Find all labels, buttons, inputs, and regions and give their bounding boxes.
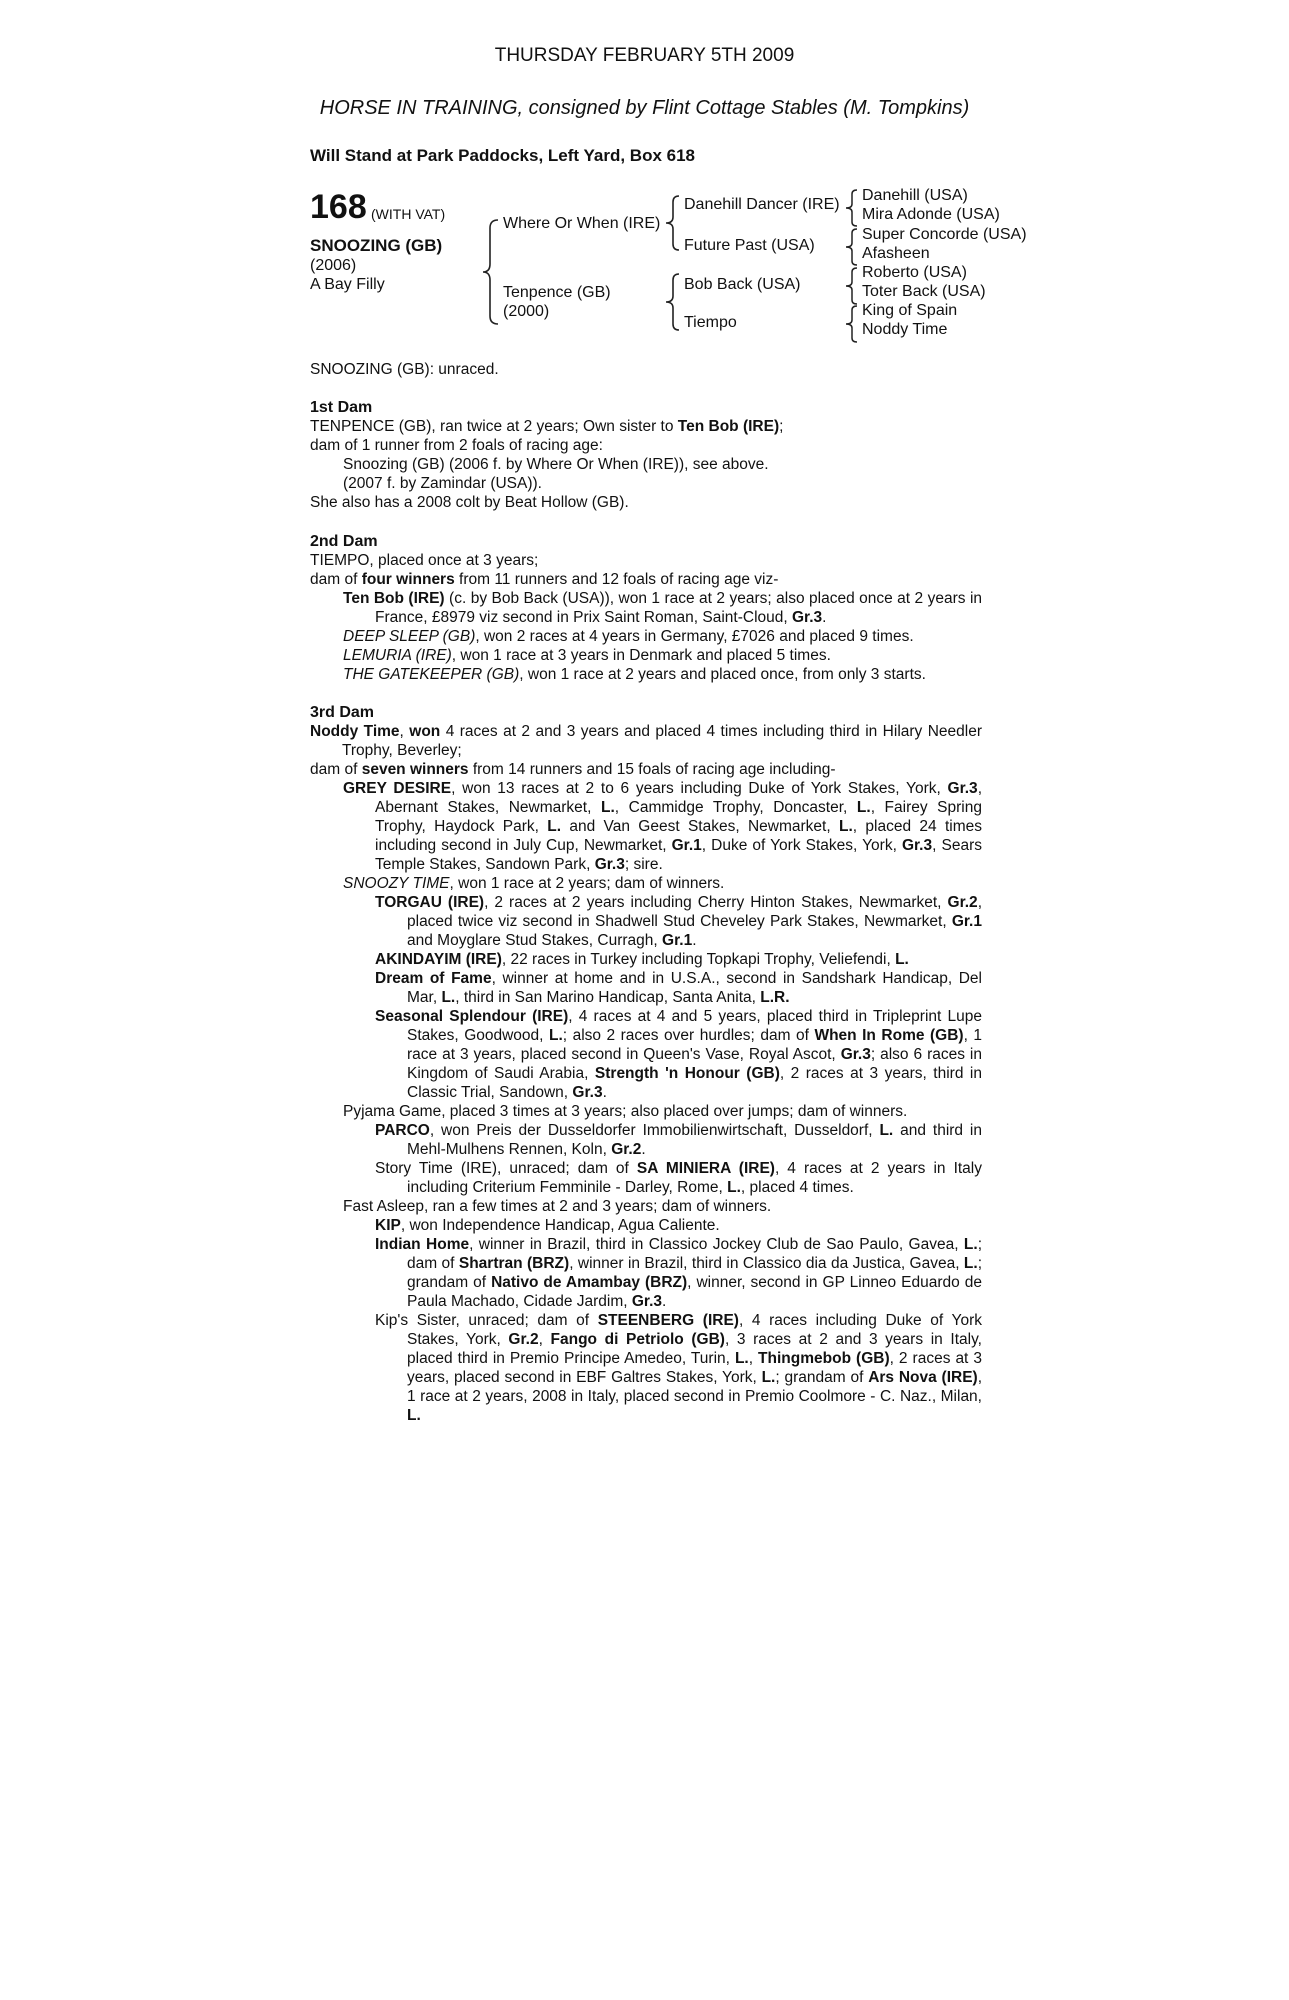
text: ; also 6 races in Kingdom of Saudi Arabia, <box>407 1046 982 1082</box>
second-dam-heading: 2nd Dam <box>310 533 378 550</box>
produce-entry <box>310 874 982 893</box>
text: , Duke of York Stakes, York, <box>701 837 902 854</box>
produce-entry <box>310 950 982 969</box>
horse-year: (2006) <box>310 257 357 274</box>
horse-name: LEMURIA (IRE) <box>343 647 452 664</box>
text: , won 13 races at 2 to 6 years including Duke of York Stakes, York, <box>451 780 948 797</box>
text: , 2 races at 3 years, placed second in EBF Galtres Stakes, York, <box>407 1350 982 1386</box>
pedigree-gen3-2: Mira Adonde (USA) <box>862 206 1000 223</box>
text: . <box>602 1084 607 1101</box>
text: , third in San Marino Handicap, Santa Anita, <box>455 989 761 1006</box>
text: and Van Geest Stakes, Newmarket, <box>561 818 839 835</box>
text: . <box>641 1141 646 1158</box>
pedigree-dam: Tenpence (GB) <box>503 284 611 301</box>
pedigree-sire: Where Or When (IRE) <box>503 215 661 232</box>
horse-name: GREY DESIRE <box>343 780 452 797</box>
text: ; grandam of <box>407 1255 982 1291</box>
consignment-line: HORSE IN TRAINING, consigned by Flint Cottage Stables (M. Tompkins) <box>319 97 970 119</box>
produce-entry <box>310 1121 982 1159</box>
first-dam-produce: Snoozing (GB) (2006 f. by Where Or When (IRE)), see above. <box>343 456 769 473</box>
text: and Moyglare Stud Stakes, Curragh, <box>407 932 663 949</box>
text: . <box>692 932 697 949</box>
grade: Gr.3 <box>631 1293 663 1310</box>
text: , Cammidge Trophy, Doncaster, <box>614 799 857 816</box>
horse-name: TORGAU (IRE) <box>375 894 485 911</box>
horse-name: KIP <box>375 1217 401 1234</box>
text: , won 1 race at 2 years and placed once, from only 3 starts. <box>519 666 926 683</box>
text: , 4 races at 2 years in Italy including Criterium Femminile - Darley, Rome, <box>407 1160 982 1196</box>
grade: L. <box>963 1255 978 1272</box>
grade: L. <box>963 1236 978 1253</box>
pedigree-brace <box>843 227 861 267</box>
text: , placed twice viz second in Shadwell Stud Cheveley Park Stakes, Newmarket, <box>407 894 982 930</box>
horse-name: Ten Bob (IRE) <box>343 590 445 607</box>
pedigree-dam-sire: Bob Back (USA) <box>684 276 801 293</box>
winners-count: four winners <box>361 571 455 588</box>
text: , placed 24 times including second in July Cup, Newmarket, <box>375 818 982 854</box>
third-dam-line <box>310 760 982 779</box>
third-dam-section <box>310 703 982 1425</box>
produce-entry: Fast Asleep, ran a few times at 2 and 3 years; dam of winners. <box>343 1198 772 1215</box>
horse-name: Seasonal Splendour (IRE) <box>375 1008 569 1025</box>
grade: Gr.1 <box>951 913 982 930</box>
text: , placed 4 times. <box>740 1179 854 1196</box>
grade: L. <box>734 1350 749 1367</box>
text: , 4 races including Duke of York Stakes, York, <box>407 1312 982 1348</box>
grade: L. <box>879 1122 894 1139</box>
text: , 1 race at 2 years, 2008 in Italy, placed second in Premio Coolmore - C. Naz., Milan, <box>407 1369 983 1405</box>
text: won <box>409 723 441 740</box>
first-dam-line: She also has a 2008 colt by Beat Hollow (GB). <box>310 494 629 511</box>
pedigree-gen3-1: Danehill (USA) <box>862 187 968 204</box>
produce-entry <box>310 1311 982 1425</box>
text: , winner in Brazil, third in Classico Jockey Club de Sao Paulo, Gavea, <box>469 1236 964 1253</box>
text: , won 1 race at 2 years; dam of winners. <box>449 875 725 892</box>
pedigree-dam-dam: Tiempo <box>684 314 737 331</box>
text: TENPENCE (GB), ran twice at 2 years; Own sister to <box>310 418 678 435</box>
horse-name: Shartran (BRZ) <box>458 1255 570 1272</box>
text: ; also 2 races over hurdles; dam of <box>562 1027 815 1044</box>
text: , winner at home and in U.S.A., second in Sandshark Handicap, Del Mar, <box>407 970 982 1006</box>
first-dam-line <box>310 417 982 436</box>
grade: L. <box>548 1027 563 1044</box>
text: , 2 races at 2 years including Cherry Hinton Stakes, Newmarket, <box>484 894 948 911</box>
pedigree-gen3-4: Afasheen <box>862 245 930 262</box>
horse-name: Noddy Time <box>310 723 400 740</box>
text: (c. by Bob Back (USA)), won 1 race at 2 years; also placed once at 2 years in France, £8979 viz second in Prix Saint Roman, Saint-Cloud, <box>375 590 983 626</box>
text: , 1 race at 3 years, placed second in Queen's Vase, Royal Ascot, <box>407 1027 982 1063</box>
second-dam-line: TIEMPO, placed once at 3 years; <box>310 552 539 569</box>
pedigree-brace <box>843 266 861 306</box>
grade: L. <box>838 818 853 835</box>
pedigree-gen3-7: King of Spain <box>862 302 958 319</box>
text: , Fairey Spring Trophy, Haydock Park, <box>375 799 982 835</box>
horse-name: SNOOZY TIME <box>343 875 450 892</box>
pedigree-brace <box>843 304 861 344</box>
produce-entry <box>310 627 982 646</box>
horse-name: Strength 'n Honour (GB) <box>594 1065 780 1082</box>
winners-count: seven winners <box>361 761 469 778</box>
second-dam-line <box>310 570 982 589</box>
horse-name: SA MINIERA (IRE) <box>636 1160 775 1177</box>
grade: L. <box>727 1179 741 1196</box>
grade: L. <box>407 1407 421 1424</box>
pedigree-brace <box>843 188 861 228</box>
horse-name: Thingmebob (GB) <box>758 1350 890 1367</box>
pedigree-gen3-6: Toter Back (USA) <box>862 283 986 300</box>
produce-entry <box>310 1235 982 1311</box>
pedigree-brace <box>480 218 502 326</box>
produce-entry <box>310 665 982 684</box>
grade: Gr.2 <box>611 1141 642 1158</box>
stand-location: Will Stand at Park Paddocks, Left Yard, Box 618 <box>310 146 695 165</box>
horse-name: THE GATEKEEPER (GB) <box>343 666 520 683</box>
produce-entry <box>310 1216 982 1235</box>
first-dam-section <box>310 398 982 512</box>
horse-description: A Bay Filly <box>310 276 385 293</box>
vat-note: (WITH VAT) <box>371 206 446 222</box>
third-dam-line: Noddy Time, won 4 races at 2 and 3 years and placed 4 times including third in Hilary Needler Trophy, Beverley; <box>310 723 982 759</box>
pedigree-sire-dam: Future Past (USA) <box>684 237 815 254</box>
grade: Gr.3 <box>792 609 823 626</box>
text: ; sire. <box>624 856 663 873</box>
pedigree-dam-year: (2000) <box>503 303 550 320</box>
horse-name: SNOOZING (GB) <box>310 236 443 255</box>
third-dam-heading: 3rd Dam <box>310 704 375 721</box>
produce-entry: Ten Bob (IRE) (c. by Bob Back (USA)), won 1 race at 2 years; also placed once at 2 years in France, £8979 viz second in Prix Saint Roman, Saint-Cloud, Gr.3. <box>343 590 983 626</box>
text: , winner, second in GP Linneo Eduardo de Paula Machado, Cidade Jardim, <box>407 1274 982 1310</box>
text: , won 2 races at 4 years in Germany, £7026 and placed 9 times. <box>475 628 914 645</box>
horse-name: When In Rome (GB) <box>814 1027 964 1044</box>
text: 4 races at 2 and 3 years and placed 4 times including third in Hilary Needler Trophy, Beverley; <box>342 723 982 759</box>
text: from 11 runners and 12 foals of racing age viz- <box>454 571 779 588</box>
text: , 2 races at 3 years, third in Classic Trial, Sandown, <box>407 1065 982 1101</box>
text: , <box>538 1331 551 1348</box>
horse-name: Nativo de Amambay (BRZ) <box>491 1274 688 1291</box>
pedigree-brace <box>663 272 683 332</box>
horse-name: Ten Bob (IRE) <box>677 418 780 435</box>
second-dam-section <box>310 532 982 684</box>
pedigree-gen3-8: Noddy Time <box>862 321 948 338</box>
text: Story Time (IRE), unraced; dam of <box>375 1160 637 1177</box>
race-record: SNOOZING (GB): unraced. <box>310 361 499 378</box>
text: ; grandam of <box>775 1369 869 1386</box>
grade: Gr.2 <box>508 1331 539 1348</box>
grade: L.R. <box>760 989 790 1006</box>
text: , 22 races in Turkey including Topkapi Trophy, Veliefendi, <box>501 951 896 968</box>
produce-entry <box>310 969 982 1007</box>
produce-entry <box>310 779 982 874</box>
pedigree-gen3-5: Roberto (USA) <box>862 264 967 281</box>
text: ; <box>779 418 784 435</box>
grade: Gr.2 <box>947 894 978 911</box>
grade: Gr.3 <box>947 780 978 797</box>
text: , 3 races at 2 and 3 years in Italy, placed third in Premio Principe Amedeo, Turin, <box>407 1331 982 1367</box>
horse-name: DEEP SLEEP (GB) <box>343 628 476 645</box>
lot-number: 168 <box>310 188 367 226</box>
text: , won Independence Handicap, Agua Caliente. <box>400 1217 720 1234</box>
pedigree-brace <box>663 194 683 252</box>
horse-name: Dream of Fame <box>375 970 492 987</box>
pedigree-sire-sire: Danehill Dancer (IRE) <box>684 196 840 213</box>
text: . <box>662 1293 667 1310</box>
text: , winner in Brazil, third in Classico dia da Justica, Gavea, <box>569 1255 964 1272</box>
text: , Abernant Stakes, Newmarket, <box>375 780 982 816</box>
text: , Sears Temple Stakes, Sandown Park, <box>375 837 982 873</box>
grade: L. <box>441 989 456 1006</box>
pedigree-gen3-3: Super Concorde (USA) <box>862 226 1027 243</box>
text: , <box>748 1350 759 1367</box>
grade: L. <box>547 818 562 835</box>
grade: Gr.3 <box>572 1084 603 1101</box>
horse-name: Fango di Petriolo (GB) <box>550 1331 725 1348</box>
first-dam-line: dam of 1 runner from 2 foals of racing age: <box>310 437 603 454</box>
text: dam of <box>310 761 362 778</box>
horse-name: AKINDAYIM (IRE) <box>375 951 502 968</box>
text: , won 1 race at 3 years in Denmark and placed 5 times. <box>451 647 831 664</box>
first-dam-heading: 1st Dam <box>310 399 373 416</box>
grade: L. <box>856 799 871 816</box>
text: , won Preis der Dusseldorfer Immobilienwirtschaft, Dusseldorf, <box>429 1122 880 1139</box>
text: , 4 races at 4 and 5 years, placed third in Tripleprint Lupe Stakes, Goodwood, <box>407 1008 983 1044</box>
horse-name: Ars Nova (IRE) <box>868 1369 978 1386</box>
text: from 14 runners and 15 foals of racing age including- <box>468 761 836 778</box>
produce-entry <box>310 646 982 665</box>
horse-name: PARCO <box>375 1122 430 1139</box>
text: and third in Mehl-Mulhens Rennen, Koln, <box>407 1122 982 1158</box>
grade: L. <box>600 799 615 816</box>
sale-date: THURSDAY FEBRUARY 5TH 2009 <box>494 45 795 66</box>
grade: Gr.1 <box>662 932 693 949</box>
horse-name: STEENBERG (IRE) <box>597 1312 739 1329</box>
grade: Gr.3 <box>840 1046 871 1063</box>
produce-entry: Pyjama Game, placed 3 times at 3 years; also placed over jumps; dam of winners. <box>343 1103 908 1120</box>
produce-entry <box>310 1159 982 1197</box>
produce-entry <box>310 1007 982 1102</box>
grade: L. <box>895 951 909 968</box>
text: ; dam of <box>407 1236 982 1272</box>
text: dam of <box>310 571 362 588</box>
horse-name: Indian Home <box>375 1236 470 1253</box>
grade: Gr.3 <box>901 837 933 854</box>
text: Kip's Sister, unraced; dam of <box>375 1312 598 1329</box>
grade: L. <box>761 1369 776 1386</box>
grade: Gr.1 <box>671 837 702 854</box>
produce-entry <box>310 893 982 950</box>
grade: Gr.3 <box>594 856 625 873</box>
first-dam-produce: (2007 f. by Zamindar (USA)). <box>343 475 542 492</box>
